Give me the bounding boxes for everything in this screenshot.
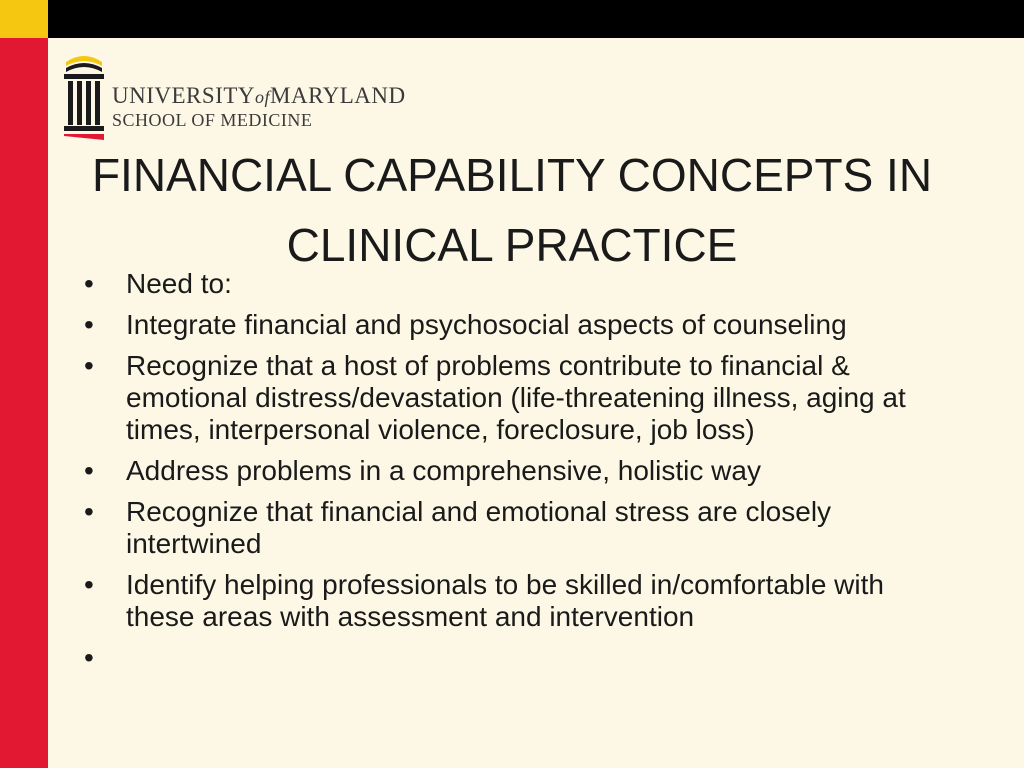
- dome-columns-icon: [62, 52, 106, 144]
- logo-university-line: UNIVERSITYofMARYLAND: [112, 83, 406, 108]
- bullet-marker: •: [84, 309, 94, 340]
- logo-school-line: SCHOOL OF MEDICINE: [112, 110, 313, 130]
- bullet-marker: •: [84, 268, 94, 299]
- logo-text: [112, 84, 406, 129]
- bullet-marker: •: [84, 569, 94, 600]
- bullet-marker: •: [84, 455, 94, 486]
- bullet-item: • Recognize that financial and emotional stress are closely intertwined: [84, 496, 832, 559]
- bullet-marker: •: [84, 350, 94, 381]
- bullet-item-empty: [84, 642, 934, 674]
- bullet-item: • Address problems in a comprehensive, holistic way: [84, 455, 761, 486]
- bullet-item: • Integrate financial and psychosocial aspects of counseling: [84, 309, 847, 340]
- bullet-marker: •: [84, 496, 94, 527]
- bullet-item: • Need to:: [84, 268, 232, 299]
- top-black-bar: [48, 0, 1024, 38]
- slide-title: FINANCIAL CAPABILITY CONCEPTS IN CLINICAL PRACTICE: [91, 149, 933, 271]
- left-red-bar: [0, 0, 48, 768]
- bullet-marker: •: [84, 642, 94, 673]
- corner-gold-square: [0, 0, 48, 38]
- bullet-list: [84, 268, 934, 683]
- bullet-item: • Recognize that a host of problems contribute to financial & emotional distress/devastation (life-threatening illness, aging at times, interpersonal violence, foreclosure, job loss): [84, 350, 906, 445]
- bullet-item: • Identify helping professionals to be skilled in/comfortable with these areas with assessment and intervention: [84, 569, 884, 632]
